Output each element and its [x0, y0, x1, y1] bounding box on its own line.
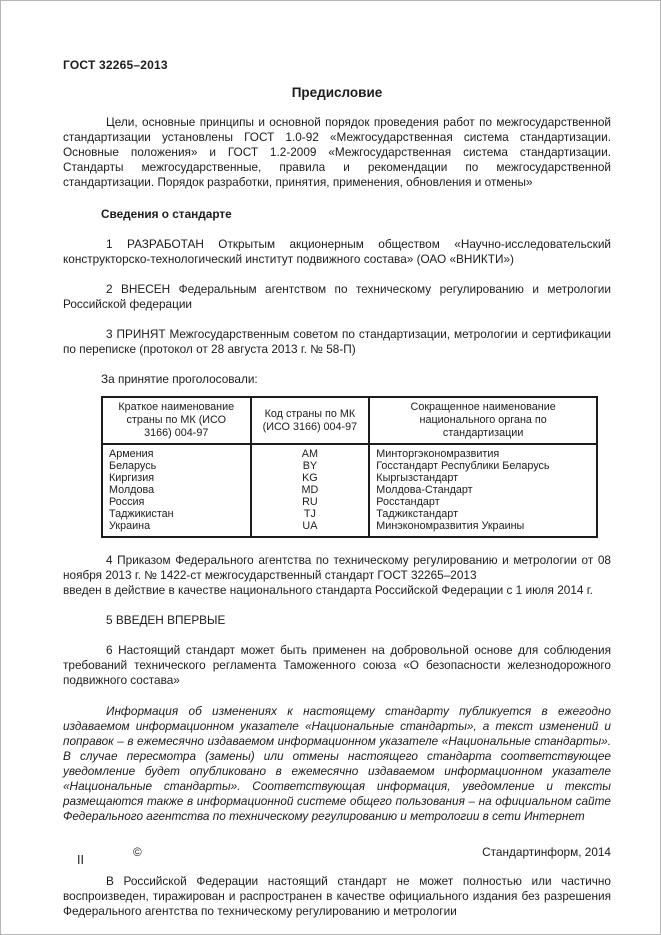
page-content	[1, 1, 660, 919]
table-row	[102, 444, 597, 460]
cell-org: Кыргызстандарт	[369, 472, 597, 484]
table-header-row	[102, 397, 597, 444]
intro-paragraph: Цели, основные принципы и основной порядок проведения работ по межгосударственной стандартизации установлены ГОСТ 1.0-92 «Межгосударственная система стандартизации. Основные положения» и ГОСТ 1.2-2009 «Межгосударственная система стандартизации. Стандарты межгосударственные, правила и рекомендации по межгосударственной стандартизации. Порядок разработки, принятия, применения, обновления и отмены»	[63, 115, 611, 189]
cell-code: KG	[251, 472, 370, 484]
preface-item-2: 2 ВНЕСЕН Федеральным агентством по техническому регулированию и метрологии Российской федерации	[63, 282, 611, 311]
column-header-org: Сокращенное наименование национального органа по стандартизации	[369, 397, 597, 444]
preface-item-3: 3 ПРИНЯТ Межгосударственным советом по стандартизации, метрологии и сертификации по переписке (протокол от 28 августа 2013 г. № 58-П)	[63, 327, 611, 356]
table-row	[102, 496, 597, 508]
copyright-line	[63, 845, 611, 859]
table-row	[102, 484, 597, 496]
document-code: ГОСТ 32265–2013	[63, 58, 168, 72]
vote-table-header	[102, 397, 597, 444]
page-title: Предисловие	[291, 85, 383, 100]
reproduction-restriction-note: В Российской Федерации настоящий стандарт не может полностью или частично воспроизведен, тиражирован и распространен в качестве официального издания без разрешения Федерального агентства по техническому регулированию и метрологии	[63, 874, 611, 918]
preface-item-4-continuation: введен в действие в качестве национального стандарта Российской Федерации с 1 июля 2014 г.	[63, 583, 593, 597]
cell-country: Молдова	[102, 484, 251, 496]
vote-lead: За принятие проголосовали:	[101, 372, 258, 386]
column-header-country: Краткое наименование страны по МК (ИСО 3166) 004-97	[102, 397, 251, 444]
copyright-symbol: ©	[133, 845, 142, 859]
cell-code: TJ	[251, 508, 370, 520]
standard-info-heading: Сведения о стандарте	[101, 207, 232, 221]
page-number: II	[77, 853, 84, 867]
cell-org: Госстандарт Республики Беларусь	[369, 460, 597, 472]
changes-information-note: Информация об изменениях к настоящему стандарту публикуется в ежегодно издаваемом информационном указателе «Национальные стандарты», а текст изменений и поправок – в ежемесячно издаваемом информационном указателе «Национальные стандарты». В случае пересмотра (замены) или отмены настоящего стандарта соответствующее уведомление будет опубликовано в ежемесячно издаваемом информационном указателе «Национальные стандарты». Соответствующая информация, уведомление и тексты размещаются также в информационной системе общего пользования – на официальном сайте Федерального агентства по техническому регулированию и метрологии в сети Интернет	[63, 704, 611, 823]
cell-country: Беларусь	[102, 460, 251, 472]
publisher-credit: Стандартинформ, 2014	[482, 845, 611, 859]
preface-item-5: 5 ВВЕДЕН ВПЕРВЫЕ	[106, 613, 226, 627]
cell-org: Росстандарт	[369, 496, 597, 508]
table-row	[102, 520, 597, 537]
preface-item-4	[63, 553, 611, 598]
cell-code: RU	[251, 496, 370, 508]
preface-item-1: 1 РАЗРАБОТАН Открытым акционерным обществом «Научно-исследовательский конструкторско-технологический институт подвижного состава» (ОАО «ВНИКТИ»)	[63, 237, 611, 266]
cell-country: Россия	[102, 496, 251, 508]
cell-code: AM	[251, 444, 370, 460]
vote-table-body	[102, 444, 597, 537]
cell-code: BY	[251, 460, 370, 472]
cell-org: Минторгэкономразвития	[369, 444, 597, 460]
column-header-code: Код страны по МК (ИСО 3166) 004-97	[251, 397, 370, 444]
cell-country: Украина	[102, 520, 251, 537]
table-row	[102, 460, 597, 472]
table-row	[102, 508, 597, 520]
cell-code: UA	[251, 520, 370, 537]
cell-org: Молдова-Стандарт	[369, 484, 597, 496]
cell-org: Таджикстандарт	[369, 508, 597, 520]
cell-country: Армения	[102, 444, 251, 460]
cell-org: Минэкономразвития Украины	[369, 520, 597, 537]
vote-table	[101, 396, 598, 538]
cell-code: MD	[251, 484, 370, 496]
preface-item-4-main: 4 Приказом Федерального агентства по техническому регулированию и метрологии от 08 ноября 2013 г. № 1422-ст межгосударственный стандарт ГОСТ 32265–2013	[63, 553, 611, 582]
preface-item-6: 6 Настоящий стандарт может быть применен на добровольной основе для соблюдения требований технического регламента Таможенного союза «О безопасности железнодорожного подвижного состава»	[63, 643, 611, 687]
cell-country: Таджикистан	[102, 508, 251, 520]
table-row	[102, 472, 597, 484]
cell-country: Киргизия	[102, 472, 251, 484]
